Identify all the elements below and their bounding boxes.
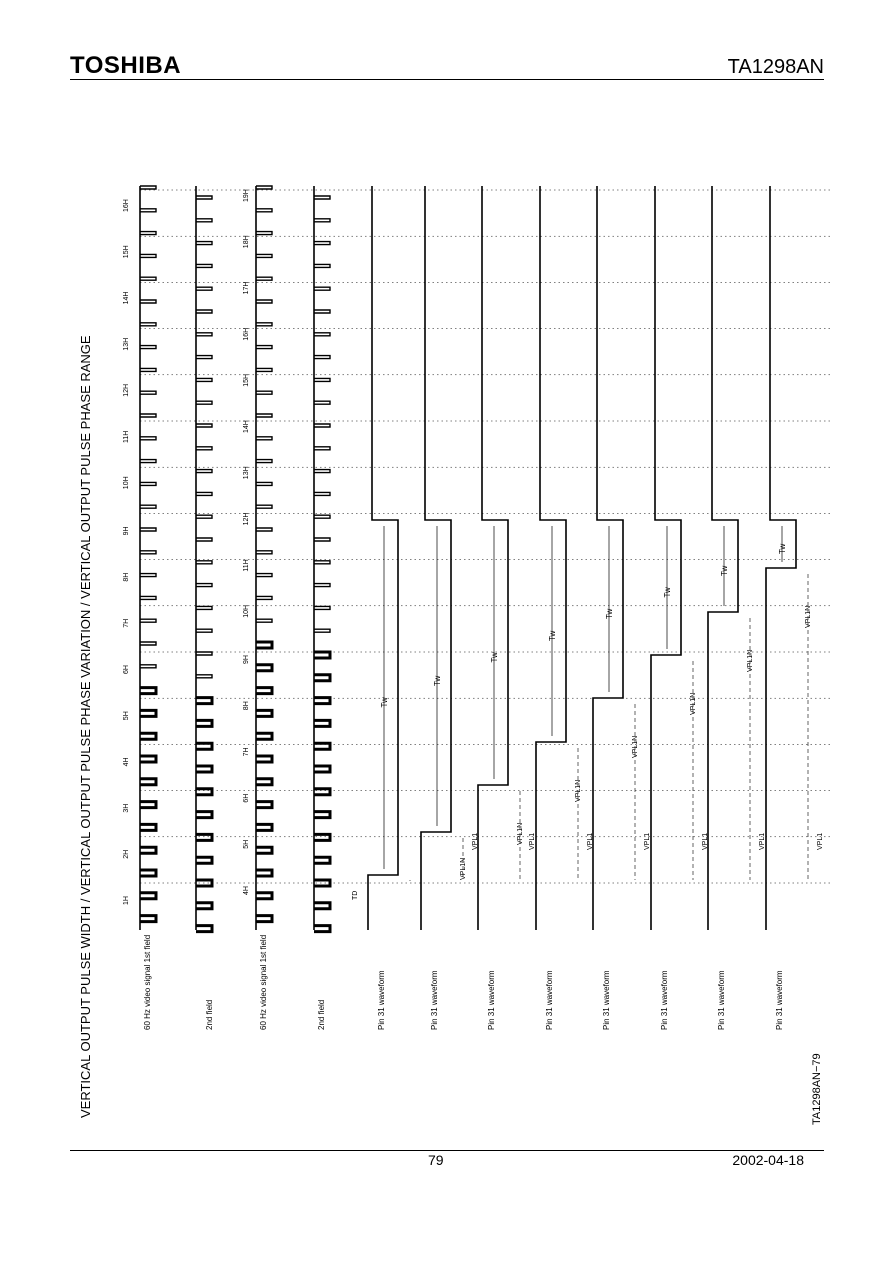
sync-pulse — [140, 482, 156, 485]
tw-label: Tw — [433, 675, 442, 686]
sync-pulse — [314, 447, 330, 450]
sync-pulse — [196, 447, 212, 450]
vpl1-label: VPL1 — [644, 832, 651, 850]
vpl1n-label: VPL1N — [575, 779, 582, 802]
sync-pulse — [140, 870, 156, 876]
sync-pulse — [314, 652, 330, 658]
tw-label: Tw — [380, 697, 389, 708]
sync-pulse — [314, 629, 330, 632]
sync-pulse — [140, 688, 156, 694]
sync-pulse — [140, 551, 156, 554]
sync-pulse — [314, 424, 330, 427]
h-label: 8H — [243, 701, 250, 711]
sync-pulse — [256, 186, 272, 189]
h-label: 15H — [123, 245, 130, 259]
h-label: 14H — [123, 291, 130, 305]
vpl1-label: VPL1 — [759, 832, 766, 850]
sync-pulse — [256, 300, 272, 303]
sync-pulse — [314, 903, 330, 909]
sync-pulse — [140, 277, 156, 280]
h-label: 5H — [123, 711, 130, 721]
sync-pulse — [314, 812, 330, 818]
sync-pulse — [314, 561, 330, 564]
sync-pulse — [256, 733, 272, 739]
sync-pulse — [140, 574, 156, 577]
sync-pulse — [314, 720, 330, 726]
h-label: 16H — [243, 327, 250, 341]
h-label: 17H — [243, 281, 250, 295]
sync-pulse — [140, 916, 156, 922]
sync-pulse — [140, 414, 156, 417]
sync-pulse — [196, 606, 212, 609]
h-label: 13H — [243, 466, 250, 480]
sync-pulse — [256, 414, 272, 417]
tw-label: Tw — [490, 652, 499, 663]
sync-pulse — [196, 812, 212, 818]
sync-pulse — [196, 264, 212, 267]
h-label: 4H — [243, 886, 250, 895]
sync-pulse — [196, 492, 212, 495]
figure-id: TA1298AN−79 — [811, 1053, 823, 1125]
sync-pulse — [196, 196, 212, 199]
vpl1-label: VPL1 — [817, 832, 824, 850]
h-label: 11H — [243, 559, 250, 572]
row-label: Pin 31 waveform — [775, 970, 784, 1030]
tw-label: Tw — [663, 587, 672, 598]
row-label: Pin 31 waveform — [377, 970, 386, 1030]
sync-pulse — [196, 743, 212, 749]
sync-pulse — [256, 209, 272, 212]
sync-pulse — [256, 847, 272, 853]
sync-pulse — [140, 323, 156, 326]
sync-pulse — [314, 743, 330, 749]
footer-rule — [70, 1150, 824, 1151]
h-label: 11H — [123, 430, 130, 443]
sync-pulse — [314, 401, 330, 404]
sync-pulse — [140, 619, 156, 622]
h-label: 7H — [243, 747, 250, 757]
sync-pulse — [256, 391, 272, 394]
sync-pulse — [140, 254, 156, 257]
sync-pulse — [140, 232, 156, 235]
h-label: 1H — [123, 896, 130, 905]
sync-pulse — [256, 779, 272, 785]
vpl1-label: VPL1 — [529, 832, 536, 850]
sync-pulse — [140, 802, 156, 808]
part-number: TA1298AN — [727, 56, 824, 78]
sync-pulse — [196, 629, 212, 632]
h-label: 8H — [123, 572, 130, 582]
vpl1n-label: VPL1N — [632, 735, 639, 758]
sync-pulse — [196, 584, 212, 587]
vpl1n-label: VPL1N — [690, 692, 697, 715]
sync-pulse — [196, 903, 212, 909]
h-label: 15H — [243, 373, 250, 387]
tw-label: Tw — [548, 630, 557, 641]
vpl1n-label: VPL1N — [805, 605, 812, 628]
sync-pulse — [196, 310, 212, 313]
sync-pulse — [314, 196, 330, 199]
sync-pulse — [314, 675, 330, 681]
sync-pulse — [256, 346, 272, 349]
sync-pulse — [196, 515, 212, 518]
sync-pulse — [140, 437, 156, 440]
pin31-waveform — [651, 186, 681, 930]
h-label: 7H — [123, 618, 130, 628]
sync-pulse — [196, 834, 212, 840]
h-label: 12H — [243, 512, 250, 526]
sync-pulse — [256, 619, 272, 622]
sync-pulse — [140, 528, 156, 531]
sync-pulse — [140, 368, 156, 371]
tw-label: Tw — [605, 608, 614, 619]
sync-pulse — [314, 356, 330, 359]
row-label: Pin 31 waveform — [660, 970, 669, 1030]
sync-pulse — [314, 333, 330, 336]
sync-pulse — [196, 470, 212, 473]
sync-pulse — [314, 492, 330, 495]
row-label: 60 Hz video signal 1st field — [259, 934, 268, 1030]
sync-pulse — [256, 756, 272, 762]
sync-pulse — [196, 675, 212, 678]
h-label: 19H — [243, 189, 250, 202]
pin31-waveform — [421, 186, 451, 930]
sync-pulse — [140, 209, 156, 212]
h-label: 9H — [123, 526, 130, 536]
h-label: 14H — [243, 420, 250, 433]
sync-pulse — [314, 538, 330, 541]
sync-pulse — [140, 346, 156, 349]
sync-pulse — [314, 857, 330, 863]
sync-pulse — [256, 916, 272, 922]
vpl1-label: VPL1 — [472, 832, 479, 850]
sync-pulse — [196, 698, 212, 704]
h-label: 18H — [243, 235, 250, 249]
sync-pulse — [256, 528, 272, 531]
sync-pulse — [314, 242, 330, 245]
sync-pulse — [196, 652, 212, 655]
sync-pulse — [256, 596, 272, 599]
row-label: Pin 31 waveform — [487, 970, 496, 1030]
h-label: 13H — [123, 337, 130, 351]
figure-title: VERTICAL OUTPUT PULSE WIDTH / VERTICAL OUTPUT PULSE PHASE VARIATION / VERTICAL OUTPUT PULSE PHASE RANGE — [78, 335, 93, 1118]
tw-label: Tw — [778, 543, 787, 554]
sync-pulse — [140, 893, 156, 899]
sync-pulse — [196, 538, 212, 541]
row-label: Pin 31 waveform — [717, 970, 726, 1030]
pin31-waveform — [368, 186, 398, 930]
pin31-waveform — [708, 186, 738, 930]
pin31-waveform — [536, 186, 566, 930]
sync-pulse — [196, 378, 212, 381]
row-label: Pin 31 waveform — [602, 970, 611, 1030]
sync-pulse — [256, 277, 272, 280]
page-number: 79 — [428, 1152, 444, 1168]
sync-pulse — [196, 401, 212, 404]
tw-label: Tw — [720, 565, 729, 576]
sync-pulse — [140, 779, 156, 785]
sync-pulse — [314, 698, 330, 704]
h-label: 16H — [123, 199, 130, 212]
row-label: Pin 31 waveform — [430, 970, 439, 1030]
vpl1n-label: VPL1N — [517, 822, 524, 845]
sync-pulse — [196, 287, 212, 290]
sync-pulse — [314, 264, 330, 267]
sync-pulse — [196, 857, 212, 863]
sync-pulse — [314, 470, 330, 473]
h-label: 3H — [123, 803, 130, 813]
sync-pulse — [314, 310, 330, 313]
vpl1n-label: VPL1N — [460, 857, 467, 880]
sync-pulse — [140, 710, 156, 716]
sync-pulse — [314, 789, 330, 795]
sync-pulse — [256, 368, 272, 371]
vpl1n-label: VPL1N — [747, 649, 754, 672]
row-label: 2nd field — [205, 999, 214, 1030]
sync-pulse — [256, 824, 272, 830]
sync-pulse — [256, 482, 272, 485]
sync-pulse — [140, 460, 156, 463]
sync-pulse — [314, 515, 330, 518]
waveforms — [140, 186, 830, 932]
td-label: TD — [352, 890, 359, 900]
sync-pulse — [196, 926, 212, 932]
sync-pulse — [196, 333, 212, 336]
sync-pulse — [196, 766, 212, 772]
row-label: Pin 31 waveform — [545, 970, 554, 1030]
row-label: 60 Hz video signal 1st field — [143, 934, 152, 1030]
sync-pulse — [314, 834, 330, 840]
sync-pulse — [256, 870, 272, 876]
sync-pulse — [256, 574, 272, 577]
toshiba-logo: TOSHIBA — [70, 52, 182, 79]
sync-pulse — [196, 720, 212, 726]
sync-pulse — [256, 505, 272, 508]
sync-pulse — [314, 287, 330, 290]
sync-pulse — [196, 789, 212, 795]
sync-pulse — [314, 926, 330, 932]
h-label: 6H — [243, 793, 250, 803]
sync-pulse — [314, 219, 330, 222]
pin31-waveform — [766, 186, 796, 930]
pin31-waveform — [593, 186, 623, 930]
sync-pulse — [196, 242, 212, 245]
sync-pulse — [314, 766, 330, 772]
sync-pulse — [314, 606, 330, 609]
sync-pulse — [256, 232, 272, 235]
sync-pulse — [256, 642, 272, 648]
h-label: 2H — [123, 849, 130, 859]
sync-pulse — [256, 323, 272, 326]
sync-pulse — [196, 356, 212, 359]
sync-pulse — [256, 688, 272, 694]
sync-pulse — [196, 561, 212, 564]
document-date: 2002-04-18 — [732, 1152, 804, 1168]
h-label: 4H — [123, 757, 130, 767]
sync-pulse — [140, 665, 156, 668]
sync-pulse — [256, 893, 272, 899]
sync-pulse — [140, 186, 156, 189]
row-label: 2nd field — [317, 999, 326, 1030]
sync-pulse — [196, 424, 212, 427]
sync-pulse — [140, 391, 156, 394]
sync-pulse — [140, 596, 156, 599]
sync-pulse — [140, 300, 156, 303]
sync-pulse — [140, 847, 156, 853]
vpl1-label: VPL1 — [587, 832, 594, 850]
sync-pulse — [256, 802, 272, 808]
sync-pulse — [140, 756, 156, 762]
h-label: 9H — [243, 655, 250, 664]
sync-pulse — [256, 710, 272, 716]
sync-pulse — [140, 733, 156, 739]
h-label: 12H — [123, 383, 130, 397]
sync-pulse — [140, 824, 156, 830]
h-label: 10H — [123, 476, 130, 490]
sync-pulse — [314, 378, 330, 381]
vpl1-label: VPL1 — [702, 832, 709, 850]
sync-pulse — [314, 584, 330, 587]
sync-pulse — [256, 254, 272, 257]
h-label: 6H — [123, 665, 130, 674]
h-label: 10H — [243, 604, 250, 618]
sync-pulse — [196, 219, 212, 222]
sync-pulse — [256, 551, 272, 554]
sync-pulse — [256, 460, 272, 463]
sync-pulse — [140, 642, 156, 645]
pin31-waveform — [478, 186, 508, 930]
sync-pulse — [256, 665, 272, 671]
sync-pulse — [256, 437, 272, 440]
h-label: 5H — [243, 839, 250, 849]
sync-pulse — [140, 505, 156, 508]
